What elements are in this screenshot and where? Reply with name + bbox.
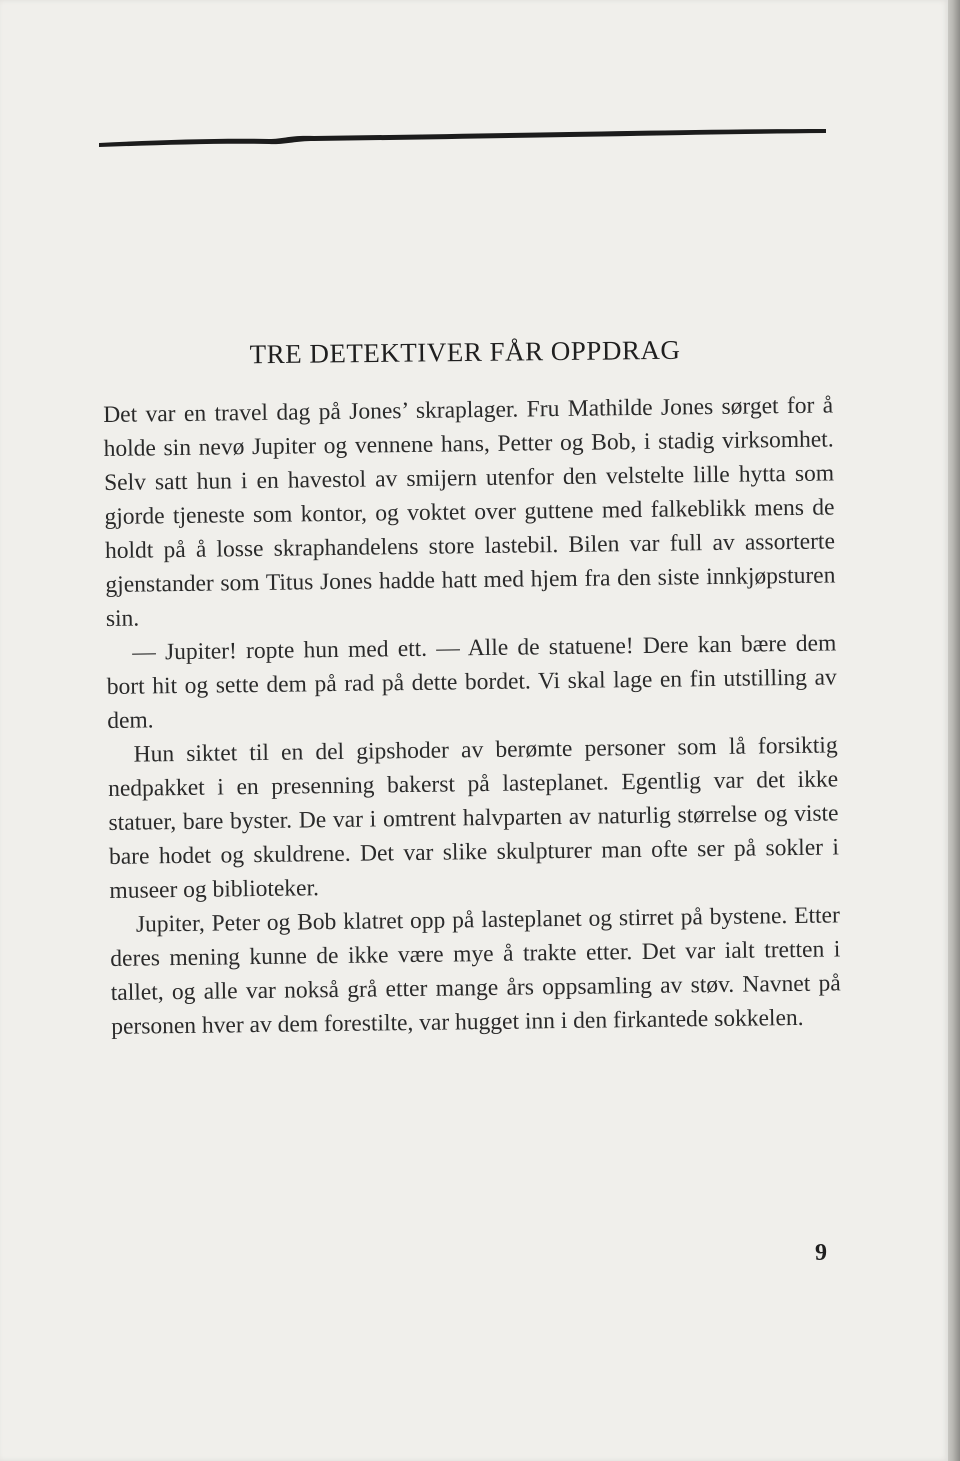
- page-edge: [948, 0, 960, 1461]
- paragraph: Jupiter, Peter og Bob klatret opp på lasteplanet og stirret på bystene. Etter deres mening kunne de ikke være mye å trakte etter. Det var ialt tretten i tallet, og alle var nokså grå etter mange års oppsamling av støv. Navnet på personen hver av dem forestilte, var hugget inn i den firkantede sokkelen.: [110, 902, 841, 1040]
- page-number: 9: [815, 1240, 827, 1266]
- paragraph: Det var en travel dag på Jones’ skraplager. Fru Mathilde Jones sørget for å holde sin nevø Jupiter og vennene hans, Petter og Bob, i stadig virksomhet. Selv satt hun i en havestol av smijern utenfor den velstelte lille hytta som gjorde tjeneste som kontor, og voktet over guttene med falkeblikk mens de holdt på å losse skraphandelens store lastebil. Bilen var full av assorterte gjenstander som Titus Jones hadde hatt med hjem fra den siste innkjøpsturen sin.: [103, 392, 836, 632]
- paragraph: Hun siktet til en del gipshoder av berømte personer som lå forsiktig nedpakket i en presenning bakerst på lasteplanet. Egentlig var det ikke statuer, bare byster. De var i omtrent halvparten av naturlig størrelse og viste bare hodet og skuldrene. Det var slike skulpturer man ofte ser på sokler i museer og biblioteker.: [107, 732, 840, 904]
- chapter-title: TRE DETEKTIVER FÅR OPPDRAG: [249, 334, 681, 370]
- paragraph: — Jupiter! ropte hun med ett. — Alle de statuene! Dere kan bære dem bort hit og sette dem på rad på dette bordet. Vi skal lage en fin utstilling av dem.: [106, 630, 837, 734]
- chapter-body: [103, 388, 841, 1044]
- decorative-rule: [99, 126, 826, 148]
